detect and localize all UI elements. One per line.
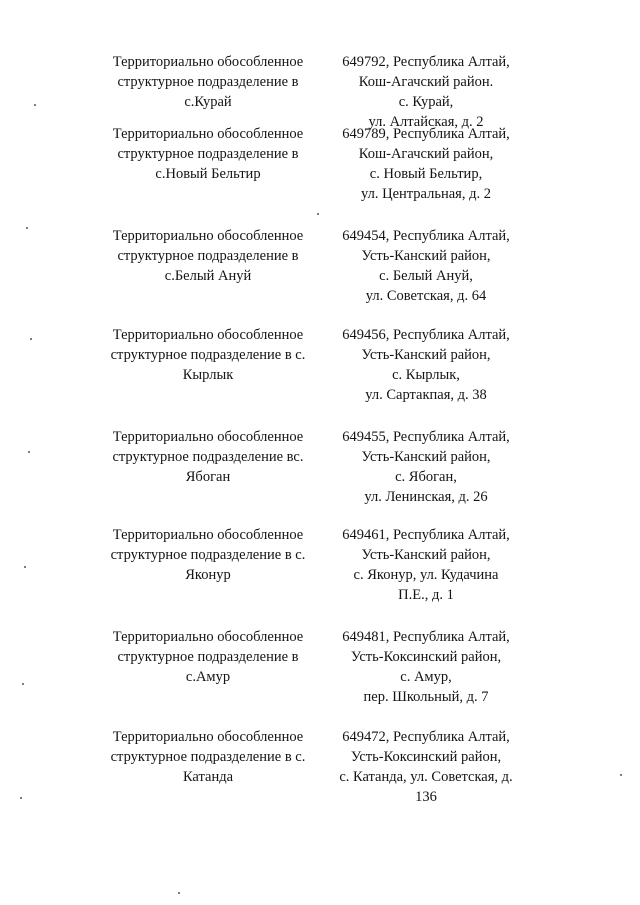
subdivision-name	[92, 427, 324, 487]
name-line: структурное подразделение в с.	[110, 749, 306, 765]
address-line: 649456, Республика Алтай,	[342, 327, 510, 343]
address-line: Кош-Агачский район.	[358, 74, 494, 90]
address-line: с. Кырлык,	[392, 367, 460, 383]
address-line: 136	[415, 789, 437, 805]
name-line: Яконур	[185, 567, 231, 583]
name-line: Катанда	[182, 769, 234, 785]
subdivision-name	[92, 525, 324, 585]
name-line: Территориально обособленное	[112, 126, 304, 142]
scan-speck	[24, 566, 26, 568]
address-line: с. Новый Бельтир,	[369, 166, 483, 182]
scan-speck	[22, 683, 24, 685]
name-line: Территориально обособленное	[112, 228, 304, 244]
name-line: с.Белый Ануй	[164, 268, 252, 284]
address-line: Кош-Агачский район,	[358, 146, 494, 162]
address-line: 649455, Республика Алтай,	[342, 429, 510, 445]
scan-speck	[20, 797, 22, 799]
address-line: пер. Школьный, д. 7	[363, 689, 489, 705]
subdivision-address	[316, 525, 536, 605]
address-line: с. Белый Ануй,	[379, 268, 473, 284]
address-line: с. Курай,	[398, 94, 454, 110]
address-line: 649461, Республика Алтай,	[342, 527, 510, 543]
address-line: Усть-Канский район,	[361, 449, 491, 465]
name-line: с.Амур	[185, 669, 231, 685]
name-line: с.Курай	[184, 94, 232, 110]
address-line: ул. Сартакпая, д. 38	[365, 387, 487, 403]
address-line: 649789, Республика Алтай,	[342, 126, 510, 142]
name-line: Территориально обособленное	[112, 527, 304, 543]
address-line: Усть-Коксинский район,	[350, 749, 502, 765]
name-line: Территориально обособленное	[112, 54, 304, 70]
subdivision-address	[316, 226, 536, 306]
subdivision-address	[316, 627, 536, 707]
name-line: структурное подразделение в	[117, 248, 299, 264]
address-line: Усть-Канский район,	[361, 347, 491, 363]
scan-speck	[28, 451, 30, 453]
scan-speck	[30, 338, 32, 340]
scan-speck	[178, 892, 180, 894]
address-line: с. Катанда, ул. Советская, д.	[339, 769, 513, 785]
subdivision-address	[316, 727, 536, 807]
address-line: Усть-Канский район,	[361, 248, 491, 264]
scan-speck	[34, 104, 36, 106]
scan-speck	[317, 213, 319, 215]
name-line: Территориально обособленное	[112, 729, 304, 745]
name-line: Кырлык	[182, 367, 234, 383]
name-line: структурное подразделение в	[117, 74, 299, 90]
name-line: с.Новый Бельтир	[155, 166, 261, 182]
address-line: Усть-Коксинский район,	[350, 649, 502, 665]
subdivision-address	[316, 52, 536, 132]
name-line: структурное подразделение в	[117, 649, 299, 665]
subdivision-name	[92, 727, 324, 787]
address-line: П.Е., д. 1	[398, 587, 454, 603]
subdivision-address	[316, 427, 536, 507]
subdivision-address	[316, 124, 536, 204]
address-line: ул. Советская, д. 64	[365, 288, 487, 304]
name-line: структурное подразделение вс.	[112, 449, 304, 465]
scan-speck	[620, 774, 622, 776]
name-line: Территориально обособленное	[112, 429, 304, 445]
name-line: структурное подразделение в	[117, 146, 299, 162]
name-line: структурное подразделение в с.	[110, 547, 306, 563]
subdivision-name	[92, 627, 324, 687]
subdivision-name	[92, 226, 324, 286]
address-line: ул. Центральная, д. 2	[361, 186, 491, 202]
address-line: с. Ябоган,	[395, 469, 457, 485]
name-line: Ябоган	[185, 469, 231, 485]
name-line: Территориально обособленное	[112, 327, 304, 343]
name-line: Территориально обособленное	[112, 629, 304, 645]
address-line: с. Яконур, ул. Кудачина	[353, 567, 499, 583]
address-line: 649792, Республика Алтай,	[342, 54, 510, 70]
name-line: структурное подразделение в с.	[110, 347, 306, 363]
address-line: 649472, Республика Алтай,	[342, 729, 510, 745]
address-line: 649454, Республика Алтай,	[342, 228, 510, 244]
scan-speck	[26, 227, 28, 229]
address-line: 649481, Республика Алтай,	[342, 629, 510, 645]
subdivision-name	[92, 52, 324, 112]
subdivision-address	[316, 325, 536, 405]
address-line: ул. Ленинская, д. 26	[364, 489, 488, 505]
subdivision-name	[92, 325, 324, 385]
address-line: ул. Алтайская, д. 2	[368, 114, 484, 130]
subdivision-name	[92, 124, 324, 184]
address-line: с. Амур,	[400, 669, 452, 685]
address-line: Усть-Канский район,	[361, 547, 491, 563]
